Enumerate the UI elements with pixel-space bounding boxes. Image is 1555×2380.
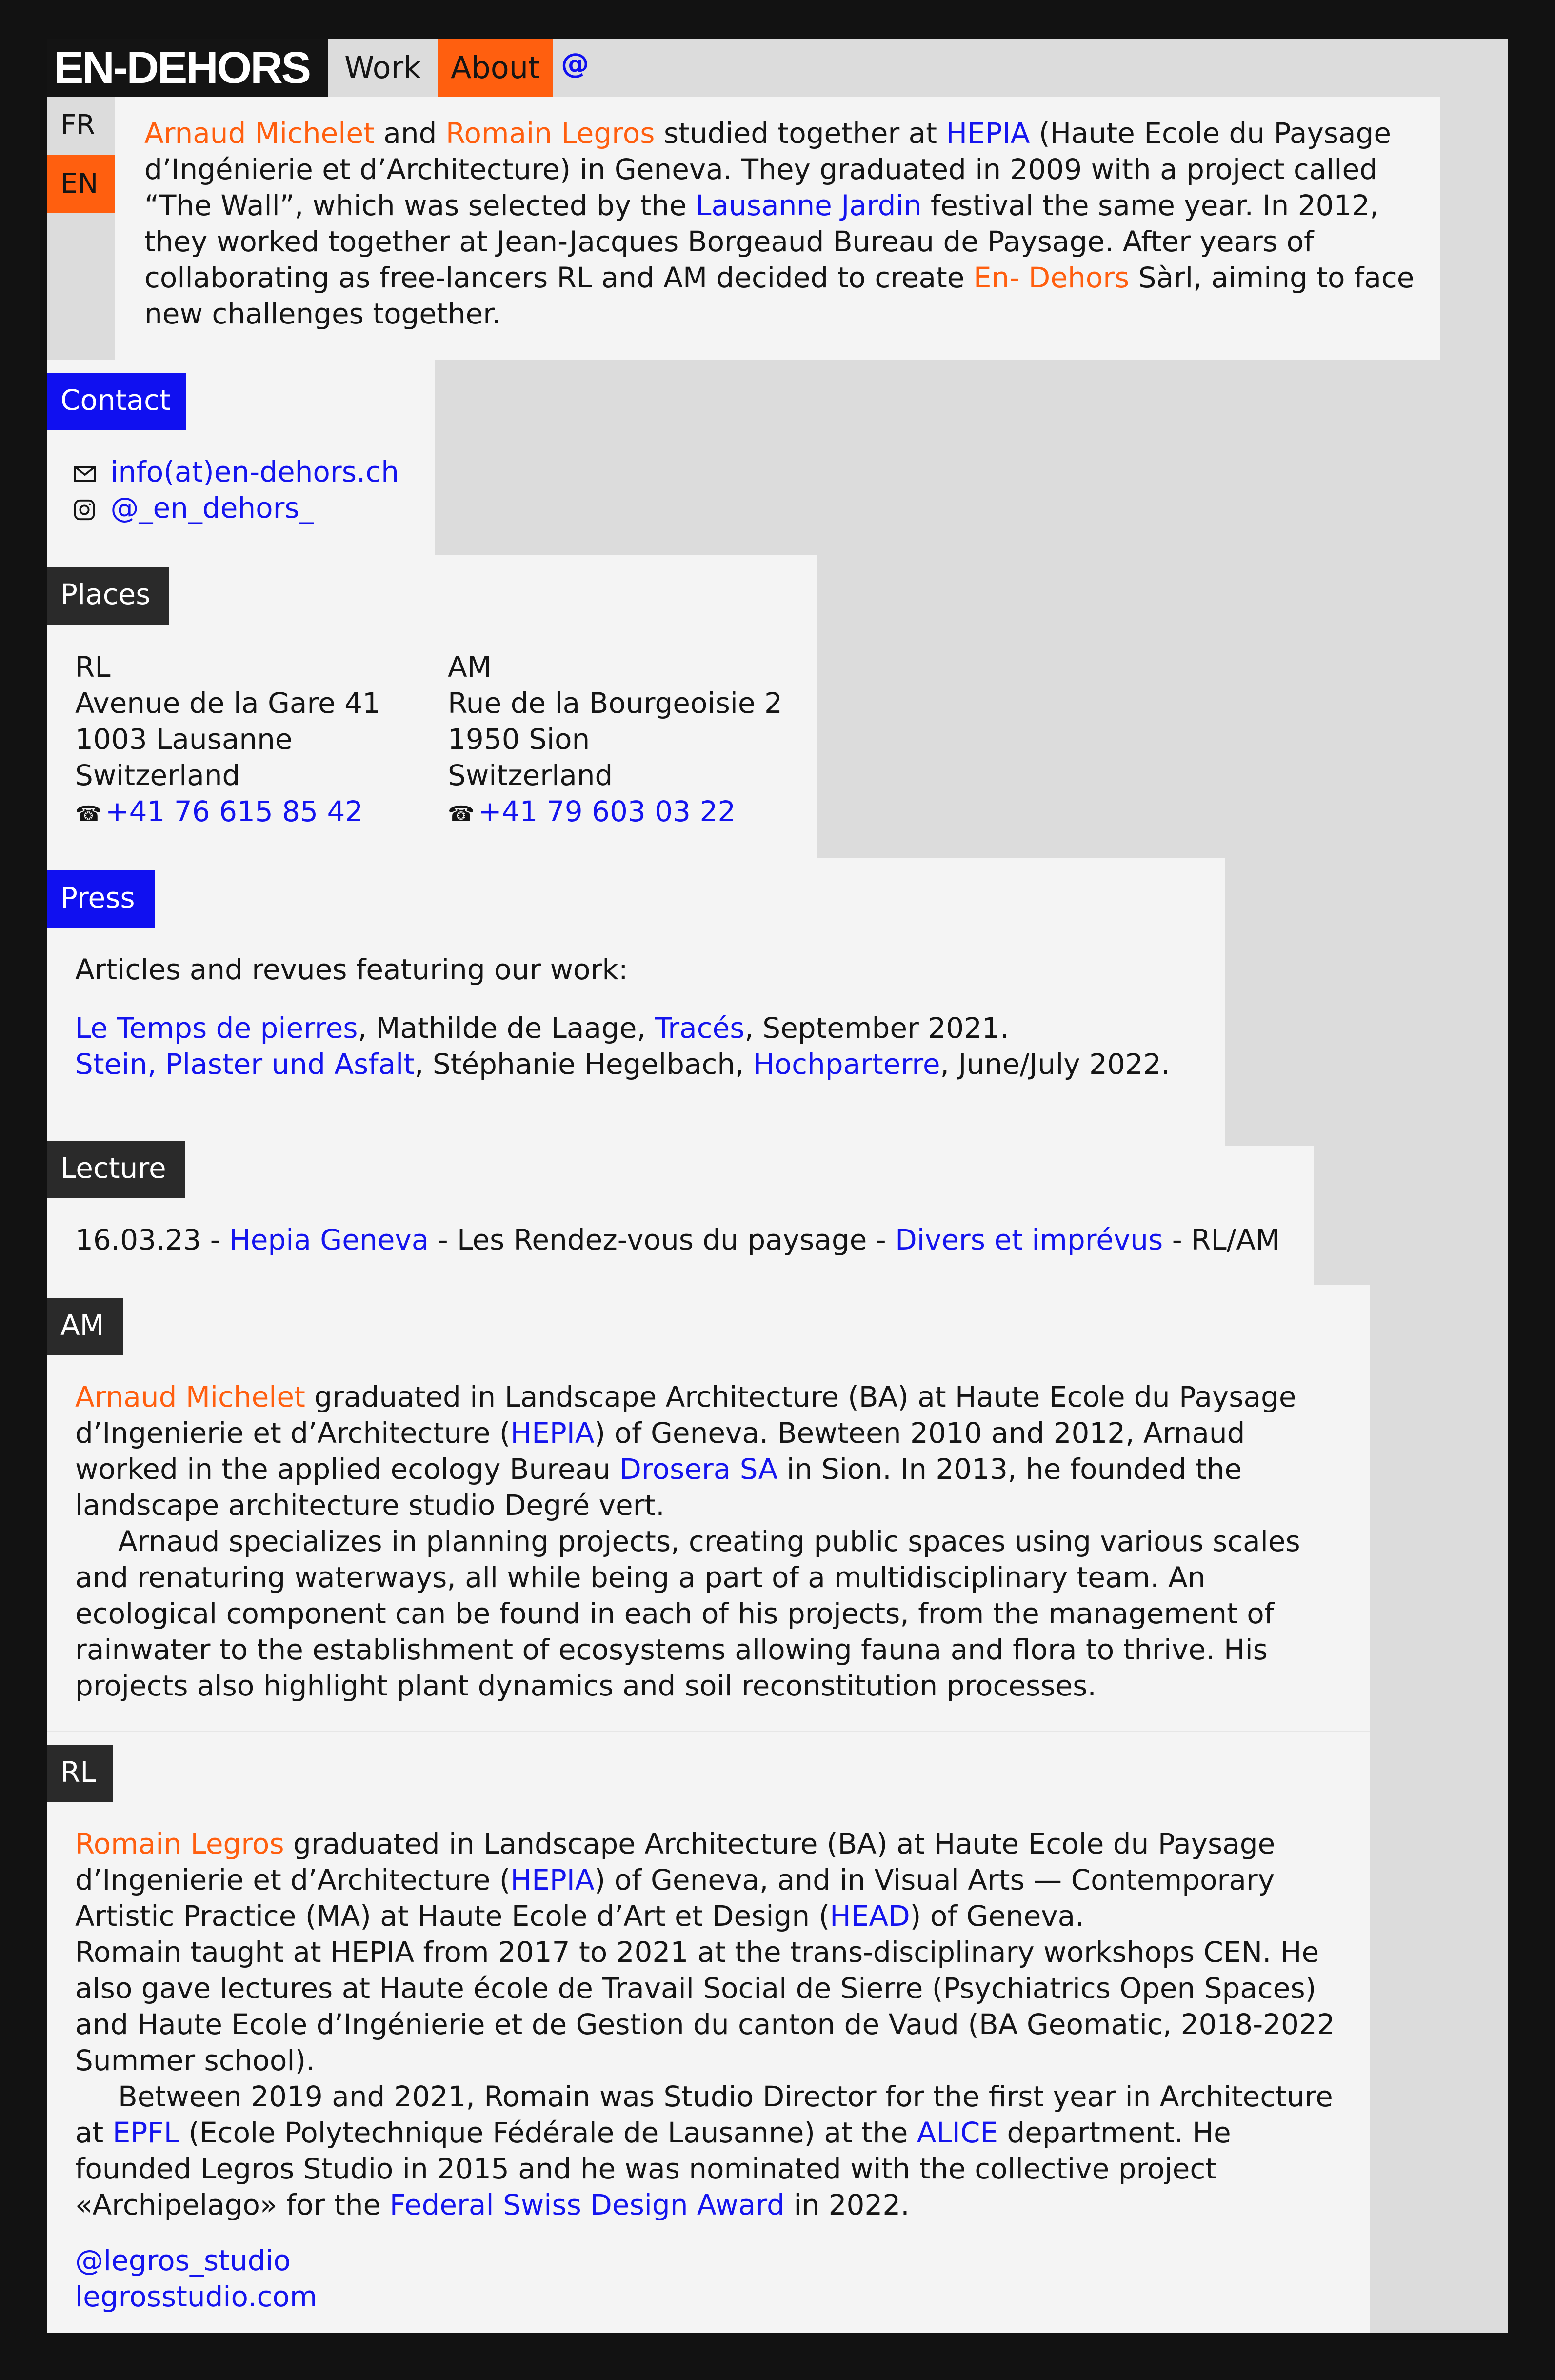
- contact-instagram-link[interactable]: @_en_dehors_: [110, 491, 314, 524]
- nav-at[interactable]: @: [561, 47, 589, 80]
- rl-hepia-link[interactable]: HEPIA: [510, 1863, 595, 1896]
- intro-text: Arnaud Michelet and Romain Legros studied together at HEPIA (Haute Ecole du Paysage d’Ingénierie et d’Architecture) in Geneva. They graduated in 2009 with a project called “The Wall”, which was selected by the Lausanne Jardin festival the same year. In 2012, they worked together at Jean-Jacques Borgeaud Bureau de Paysage. After years of collaborating as free-lancers RL and AM decided to create En- Dehors Sàrl, aiming to face new challenges together.: [144, 117, 1415, 330]
- link-lausanne-jardin[interactable]: Lausanne Jardin: [696, 189, 922, 222]
- lecture-heading: Lecture: [47, 1141, 185, 1198]
- phone-icon: ☎: [75, 802, 102, 827]
- rl-website-link[interactable]: legrosstudio.com: [75, 2280, 318, 2313]
- link-romain[interactable]: Romain Legros: [445, 117, 655, 150]
- phone-icon: ☎: [448, 802, 475, 827]
- rl-head-link[interactable]: HEAD: [830, 1899, 910, 1933]
- lecture-panel: [47, 1146, 1314, 1285]
- rl-name-link[interactable]: Romain Legros: [75, 1827, 284, 1860]
- link-en-dehors[interactable]: En- Dehors: [973, 261, 1130, 294]
- press-outlet-link[interactable]: Tracés: [655, 1011, 745, 1045]
- place-rl: RL Avenue de la Gare 41 1003 Lausanne Switzerland ☎ +41 76 615 85 42: [75, 649, 436, 832]
- contact-email-row: [73, 454, 399, 490]
- site-logo[interactable]: EN-DEHORS: [47, 39, 328, 97]
- rl-instagram-link[interactable]: @legros_studio: [75, 2244, 291, 2277]
- link-hepia[interactable]: HEPIA: [946, 117, 1030, 150]
- rl-bio-text: Romain Legros graduated in Landscape Architecture (BA) at Haute Ecole du Paysage d’Ingenierie et d’Architecture (HEPIA) of Geneva, and in Visual Arts — Contemporary Artistic Practice (MA) at Haute Ecole d’Art et Design (HEAD) of Geneva. Romain taught at HEPIA from 2017 to 2021 at the trans-disciplinary workshops CEN. He also gave lectures at Haute école de Travail Social de Sierre (Psychiatrics Open Spaces) and Haute Ecole d’Ingénierie et de Gestion du canton de Vaud (BA Geomatic, 2018-2022 Summer school). Between 2019 and 2021, Romain was Studio Director for the first year in Architecture at EPFL (Ecole Polytechnique Fédérale de Lausanne) at the ALICE department. He founded Legros Studio in 2015 and he was nominated with the collective project «Archipelago» for the Federal Swiss Design Award in 2022. @legros_studio legrosstudio.com: [75, 1827, 1335, 2313]
- contact-list: [73, 454, 399, 526]
- am-bio-text: Arnaud Michelet graduated in Landscape Architecture (BA) at Haute Ecole du Paysage d’Ingenierie et d’Architecture (HEPIA) of Geneva. Bewteen 2010 and 2012, Arnaud worked in the applied ecology Bureau Drosera SA in Sion. In 2013, he founded the landscape architecture studio Degré vert. Arnaud specializes in planning projects, creating public spaces using various scales and renaturing waterways, all while being a part of a multidisciplinary team. An ecological component can be found in each of his projects, from the management of rainwater to the establishment of ecosystems allowing fauna and flora to thrive. His projects also highlight plant dynamics and soil reconstitution processes.: [75, 1380, 1300, 1702]
- contact-email-link[interactable]: info(at)en-dehors.ch: [110, 455, 399, 488]
- lecture-entry: 16.03.23 - Hepia Geneva - Les Rendez-vous du paysage - Divers et imprévus - RL/AM: [75, 1223, 1280, 1256]
- rl-heading: RL: [47, 1745, 113, 1802]
- press-content: Articles and revues featuring our work: Le Temps de pierres, Mathilde de Laage, Tracés, September 2021. Stein, Plaster und Asfalt, Stéphanie Hegelbach, Hochparterre, June/July 2022.: [75, 951, 1216, 1082]
- lang-en[interactable]: EN: [47, 155, 115, 213]
- rl-alice-link[interactable]: ALICE: [917, 2116, 998, 2149]
- intro-panel: [115, 97, 1440, 360]
- place-am: AM Rue de la Bourgeoisie 2 1950 Sion Switzerland ☎ +41 79 603 03 22: [448, 649, 809, 832]
- nav-about[interactable]: About: [438, 39, 553, 97]
- phone-rl-link[interactable]: +41 76 615 85 42: [105, 795, 363, 828]
- lecture-topic-link[interactable]: Divers et imprévus: [895, 1223, 1163, 1256]
- press-article: Le Temps de pierres, Mathilde de Laage, Tracés, September 2021.: [75, 1011, 1009, 1045]
- press-article: Stein, Plaster und Asfalt, Stéphanie Hegelbach, Hochparterre, June/July 2022.: [75, 1048, 1171, 1081]
- link-arnaud[interactable]: Arnaud Michelet: [144, 117, 375, 150]
- am-heading: AM: [47, 1298, 123, 1355]
- rl-award-link[interactable]: Federal Swiss Design Award: [389, 2188, 785, 2221]
- am-hepia-link[interactable]: HEPIA: [510, 1416, 595, 1450]
- lecture-venue-link[interactable]: Hepia Geneva: [229, 1223, 429, 1256]
- press-article-link[interactable]: Stein, Plaster und Asfalt: [75, 1048, 415, 1081]
- lang-fr[interactable]: FR: [47, 97, 115, 154]
- mail-icon: [73, 464, 101, 484]
- phone-am-link[interactable]: +41 79 603 03 22: [478, 795, 736, 828]
- nav-work[interactable]: Work: [330, 39, 436, 97]
- press-article-link[interactable]: Le Temps de pierres: [75, 1011, 358, 1045]
- instagram-icon: [73, 499, 101, 521]
- am-name-link[interactable]: Arnaud Michelet: [75, 1380, 305, 1413]
- rl-epfl-link[interactable]: EPFL: [112, 2116, 180, 2149]
- am-drosera-link[interactable]: Drosera SA: [619, 1452, 778, 1486]
- press-heading: Press: [47, 870, 155, 928]
- places-heading: Places: [47, 567, 169, 625]
- contact-instagram-row: [73, 490, 399, 526]
- press-outlet-link[interactable]: Hochparterre: [753, 1048, 940, 1081]
- contact-heading: Contact: [47, 373, 186, 430]
